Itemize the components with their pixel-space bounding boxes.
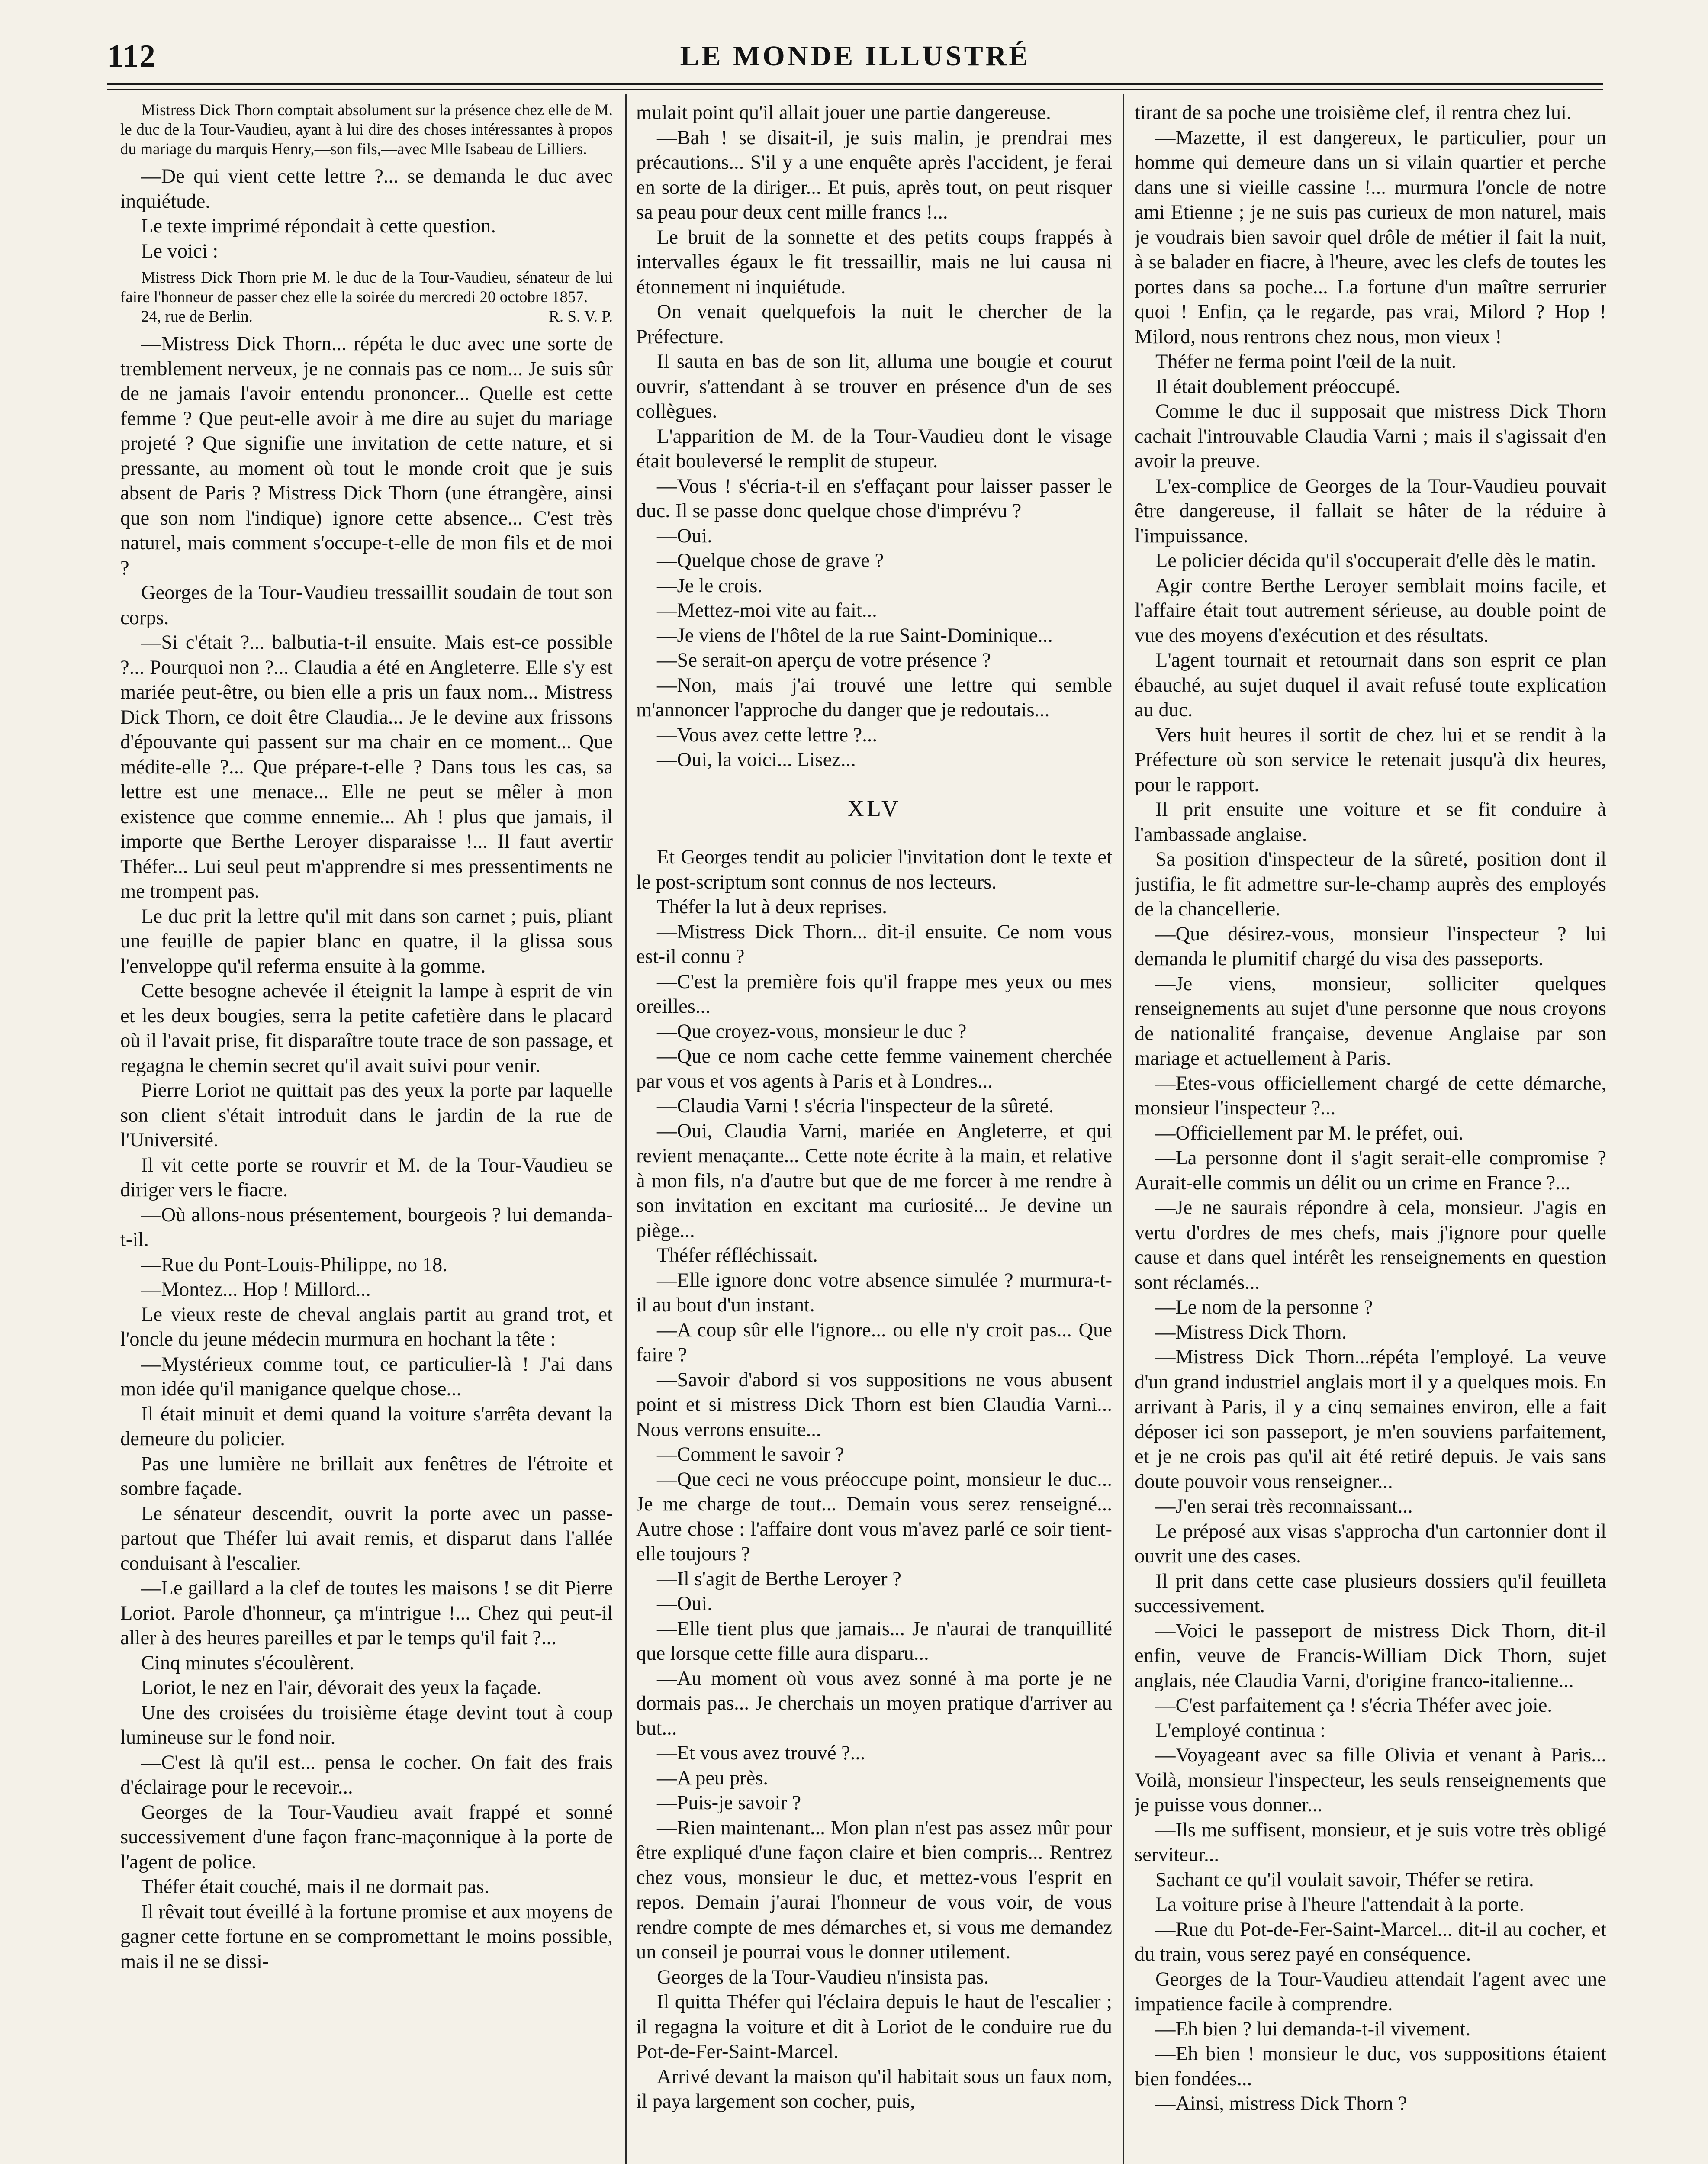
paragraph: Cette besogne achevée il éteignit la lampe à esprit de vin et les deux bougies, serra la petite cafetière dans le placard où il l'avait prise, fit disparaître toute trace de son passage, et regagna le chemin secret qu'il avait suivi pour venir. [120,980,613,1077]
text-column-1 [120,100,613,2164]
paragraph: —C'est parfaitement ça ! s'écria Théfer avec joie. [1155,1694,1553,1716]
paragraph: —Montez... Hop ! Millord... [141,1278,371,1301]
paragraph: —C'est la première fois qu'il frappe mes yeux ou mes oreilles... [636,970,1112,1018]
paragraph: Il quitta Théfer qui l'éclaira depuis le haut de l'escalier ; il regagna la voiture et dit à Loriot de le conduire rue du Pot-de-Fer-Saint-Marcel. [636,1991,1112,2063]
paragraph: Théfer était couché, mais il ne dormait pas. [141,1876,489,1898]
paragraph: La voiture prise à l'heure l'attendait à la porte. [1155,1894,1525,1916]
paragraph: —Mistress Dick Thorn...répéta l'employé. La veuve d'un grand industriel anglais mort il y a quelques mois. En arrivant à Paris, il y a cinq semaines environ, elle a fait déposer ici son passeport, je m'en souviens parfaitement, et je ne crois pas qu'il ait été retiré depuis. Je vais sans doute pouvoir vous renseigner... [1135,1346,1606,1493]
paragraph: Et Georges tendit au policier l'invitation dont le texte et le post-scriptum sont connus de nos lecteurs. [636,846,1112,893]
paragraph: Le vieux reste de cheval anglais partit au grand trot, et l'oncle du jeune médecin murmura en hochant la tête : [120,1303,613,1350]
paragraph: —Oui. [657,1593,712,1615]
paragraph: —Mettez-moi vite au fait... [657,599,877,622]
paragraph: —A coup sûr elle l'ignore... ou elle n'y croit pas... Que faire ? [636,1319,1112,1366]
paragraph: —Voyageant avec sa fille Olivia et venant à Paris... Voilà, monsieur l'inspecteur, les seuls renseignements que je puisse vous donner... [1135,1744,1606,1816]
text-column-3 [1135,100,1606,2164]
paragraph: —Que ce nom cache cette femme vainement cherchée par vous et vos agents à Paris et à Londres... [636,1045,1112,1092]
paragraph: Georges de la Tour-Vaudieu avait frappé et sonné successivement d'une façon franc-maçonnique à la porte de l'agent de police. [120,1801,613,1873]
paragraph: —Rien maintenant... Mon plan n'est pas assez mûr pour être expliqué d'une façon claire et bien compris... Rentrez chez vous, monsieur le duc, et mettez-vous l'esprit en repos. Demain j'aurai l'honneur de vous voir, de vous rendre compte de mes démarches et, si vous me demandez un conseil je pourrai vous le donner utilement. [636,1816,1112,1963]
text-column-2 [636,100,1112,2164]
paragraph: Théfer ne ferma point l'œil de la nuit. [1155,351,1457,373]
paragraph: —Que ceci ne vous préoccupe point, monsieur le duc... Je me charge de tout... Demain vous serez renseigné... Autre chose : l'affaire dont vous m'avez parlé ce soir tient-elle toujours ? [636,1468,1112,1565]
paragraph: —Elle ignore donc votre absence simulée ? murmura-t-il au bout d'un instant. [636,1269,1112,1316]
paragraph: —Savoir d'abord si vos suppositions ne vous abusent point et si mistress Dick Thorn est bien Claudia Varni... Nous verrons ensuite... [636,1369,1112,1441]
paragraph: —J'en serai très reconnaissant... [1155,1495,1413,1517]
paragraph: —Ils me suffisent, monsieur, et je suis votre très obligé serviteur... [1135,1819,1606,1866]
paragraph: Il sauta en bas de son lit, alluma une bougie et courut ouvrir, s'attendant à se trouver en présence d'un de ses collègues. [636,351,1112,422]
paragraph: —Elle tient plus que jamais... Je n'aurai de tranquillité que lorsque cette fille aura disparu... [636,1617,1112,1665]
page-number: 112 [107,39,156,74]
paragraph: L'employé continua : [1155,1719,1326,1742]
paragraph: —Oui, Claudia Varni, mariée en Angleterre, et qui revient menaçante... Cette note écrite à la main, et relative à mon fils, n'a d'autre but que de me forcer à me rendre à son invitation en excitant ma curiosité... Je devine un piège... [636,1120,1112,1242]
paragraph: —Mistress Dick Thorn... répéta le duc avec une sorte de tremblement nerveux, je ne connais pas ce nom... Je suis sûr de ne jamais l'avoir entendu prononcer... Quelle est cette femme ? Que peut-elle avoir à me dire au sujet du mariage projeté ? Que signifie une invitation de cette nature, et si pressante, au moment où tout le monde croit que je suis absent de Paris ? Mistress Dick Thorn (une étrangère, ainsi que son nom l'indique) ignore cette absence... C'est très naturel, mais comment s'occupe-t-elle de mon fils et de moi ? [120,333,613,579]
paragraph: Le policier décida qu'il s'occuperait d'elle dès le matin. [1155,550,1596,572]
paragraph: L'agent tournait et retournait dans son esprit ce plan ébauché, au sujet duquel il avait refusé toute explication au duc. [1135,649,1606,721]
paragraph: Pas une lumière ne brillait aux fenêtres de l'étroite et sombre façade. [120,1452,613,1500]
paragraph: Le préposé aux visas s'approcha d'un cartonnier dont il ouvrit une des cases. [1135,1520,1606,1567]
paragraph: —Mistress Dick Thorn... dit-il ensuite. Ce nom vous est-il connu ? [636,921,1112,968]
letter-rsvp: R. S. V. P. [549,308,613,325]
paragraph: —Se serait-on aperçu de votre présence ? [657,649,991,671]
paragraph: Le voici : [141,240,219,262]
paragraph: Loriot, le nez en l'air, dévorait des yeux la façade. [141,1677,542,1699]
paragraph: mulait point qu'il allait jouer une partie dangereuse. [636,102,1051,124]
paragraph: —De qui vient cette lettre ?... se demanda le duc avec inquiétude. [120,165,613,213]
invitation-footer [120,307,613,326]
paragraph: —Mazette, il est dangereux, le particulier, pour un homme qui demeure dans un si vilain quartier et perche dans une si vieille cassine !... murmura l'oncle de notre ami Etienne ; je ne suis pas curieux de mon naturel, mais je voudrais bien savoir quel drôle de métier il fait la nuit, à se balader en fiacre, à l'heure, avec les clefs de toutes les portes dans sa poche... La fortune d'un maître serrurier quoi ! Enfin, ça le regarde, pas vrai, Milord ? Hop ! Milord, nous rentrons chez nous, mon vieux ! [1135,126,1606,348]
paragraph: tirant de sa poche une troisième clef, il rentra chez lui. [1135,102,1572,124]
header-rule-thin [107,89,1603,90]
paragraph: —Eh bien ! monsieur le duc, vos suppositions étaient bien fondées... [1135,2043,1606,2090]
paragraph: Il était doublement préoccupé. [1155,375,1400,398]
column-divider [1123,94,1124,2164]
paragraph: —Vous ! s'écria-t-il en s'effaçant pour laisser passer le duc. Il se passe donc quelque chose d'imprévu ? [636,475,1112,522]
paragraph: —Le gaillard a la clef de toutes les maisons ! se dit Pierre Loriot. Parole d'honneur, ça m'intrigue !... Chez qui peut-il aller à des heures pareilles et par le temps qu'il fait ?... [120,1577,613,1649]
paragraph: —Rue du Pont-Louis-Philippe, no 18. [141,1253,447,1276]
paragraph: —Où allons-nous présentement, bourgeois ? lui demanda-t-il. [120,1204,613,1251]
paragraph: —Le nom de la personne ? [1155,1296,1373,1318]
paragraph: On venait quelquefois la nuit le chercher de la Préfecture. [636,301,1112,348]
paragraph: —Que croyez-vous, monsieur le duc ? [657,1020,967,1043]
paragraph: L'ex-complice de Georges de la Tour-Vaudieu pouvait être dangereuse, il fallait se hâter de la réduire à l'impuissance. [1135,475,1606,547]
invitation-letter: Mistress Dick Thorn prie M. le duc de la Tour-Vaudieu, sénateur de lui faire l'honneur de passer chez elle la soirée du mercredi 20 octobre 1857. [120,269,613,306]
paragraph: —Au moment où vous avez sonné à ma porte je ne dormais pas... Je cherchais un moyen pratique d'arriver au but... [636,1667,1112,1739]
paragraph: —Claudia Varni ! s'écria l'inspecteur de la sûreté. [657,1095,1054,1117]
paragraph: —Ainsi, mistress Dick Thorn ? [1155,2093,1407,2115]
paragraph: Cinq minutes s'écoulèrent. [141,1652,354,1674]
paragraph: Le bruit de la sonnette et des petits coups frappés à intervalles égaux le fit tressaillir, mais ne lui causa ni étonnement ni inquiétude. [636,226,1112,298]
paragraph: —Mystérieux comme tout, ce particulier-là ! J'ai dans mon idée qu'il manigance quelque chose... [120,1353,613,1400]
paragraph: Il était minuit et demi quand la voiture s'arrêta devant la demeure du policier. [120,1403,613,1450]
paragraph: —Officiellement par M. le préfet, oui. [1155,1122,1464,1144]
paragraph: Sa position d'inspecteur de la sûreté, position dont il justifia, le fit admettre sur-le-champ auprès des employés de la chancellerie. [1135,848,1606,920]
paragraph: —Si c'était ?... balbutia-t-il ensuite. Mais est-ce possible ?... Pourquoi non ?... Claudia a été en Angleterre. Elle s'y est mariée peut-être, ou bien elle a pris un faux nom... Mistress Dick Thorn, ce doit être Claudia... Je le devine aux frissons d'épouvante qui passent sur ma chair en ce moment... Que médite-elle ?... Que prépare-t-elle ? Dans tous les cas, sa lettre est une menace... Elle ne peut se mêler à mon existence que comme ennemie... Ah ! plus que jamais, il importe que Berthe Leroyer disparaisse !... Il faut avertir Théfer... Lui seul peut m'apprendre si mes pressentiments ne me trompent pas. [120,631,613,902]
paragraph: Sachant ce qu'il voulait savoir, Théfer se retira. [1155,1868,1534,1891]
paragraph: —Rue du Pot-de-Fer-Saint-Marcel... dit-il au cocher, et du train, vous serez payé en conséquence. [1135,1918,1606,1965]
paragraph: —Je le crois. [657,574,763,597]
paragraph: —Etes-vous officiellement chargé de cette démarche, monsieur l'inspecteur ?... [1135,1072,1606,1119]
paragraph: Le duc prit la lettre qu'il mit dans son carnet ; puis, pliant une feuille de papier blanc en quatre, il la glissa sous l'enveloppe qu'il referma ensuite à la gomme. [120,905,613,977]
paragraph: —A peu près. [657,1767,768,1789]
paragraph: —Je viens de l'hôtel de la rue Saint-Dominique... [657,624,1053,647]
paragraph: Une des croisées du troisième étage devint tout à coup lumineuse sur le fond noir. [120,1701,613,1749]
header-rule-thick [107,83,1603,85]
paragraph: Le texte imprimé répondait à cette question. [141,215,496,237]
chapter-heading: XLV [847,795,901,821]
paragraph: —Comment le savoir ? [657,1443,844,1465]
paragraph: —Mistress Dick Thorn. [1155,1321,1347,1343]
column-divider [625,94,627,2164]
paragraph: —Que désirez-vous, monsieur l'inspecteur ? lui demanda le plumitif chargé du visa des passeports. [1135,923,1606,970]
paragraph: Le sénateur descendit, ouvrit la porte avec un passe-partout que Théfer lui avait remis, et disparut dans l'allée conduisant à l'escalier. [120,1502,613,1575]
paragraph: Vers huit heures il sortit de chez lui et se rendit à la Préfecture où son service le retenait jusqu'à dix heures, pour le rapport. [1135,724,1606,796]
paragraph: Il vit cette porte se rouvrir et M. de la Tour-Vaudieu se diriger vers le fiacre. [120,1154,613,1201]
paragraph: —Je ne saurais répondre à cela, monsieur. J'agis en vertu d'ordres de mes chefs, mais j'ignore pour quelle cause et dans quel intérêt les renseignements en question sont réclamés... [1135,1197,1606,1294]
paragraph: Arrivé devant la maison qu'il habitait sous un faux nom, il paya largement son cocher, puis, [636,2065,1112,2112]
paragraph: Il prit dans cette case plusieurs dossiers qu'il feuilleta successivement. [1135,1570,1606,1617]
paragraph: —Oui, la voici... Lisez... [657,749,856,771]
paragraph: Georges de la Tour-Vaudieu tressaillit soudain de tout son corps. [120,582,613,629]
paragraph: Agir contre Berthe Leroyer semblait moins facile, et l'affaire était tout autrement sérieuse, au double point de vue des moyens d'exécution et des résultats. [1135,574,1606,647]
paragraph: —Vous avez cette lettre ?... [657,724,878,746]
letter-address: 24, rue de Berlin. [141,308,253,325]
paragraph: —Puis-je savoir ? [657,1792,801,1814]
paragraph: Pierre Loriot ne quittait pas des yeux la porte par laquelle son client s'était introduit dans le jardin de la rue de l'Université. [120,1079,613,1151]
paragraph: Comme le duc il supposait que mistress Dick Thorn cachait l'introuvable Claudia Varni ; mais il s'agissait d'en avoir la preuve. [1135,400,1606,472]
paragraph: —Oui. [657,525,712,547]
intro-paragraph: Mistress Dick Thorn comptait absolument sur la présence chez elle de M. le duc de la Tour-Vaudieu, ayant à lui dire des choses intéressantes à propos du mariage du marquis Henry,—son fils,—avec Mlle Isabeau de Lilliers. [120,101,613,158]
paragraph: —C'est là qu'il est... pensa le cocher. On fait des frais d'éclairage pour le recevoir... [120,1751,613,1798]
paragraph: L'apparition de M. de la Tour-Vaudieu dont le visage était bouleversé le remplit de stupeur. [636,425,1112,472]
paragraph: —Je viens, monsieur, solliciter quelques renseignements au sujet d'une personne que nous croyons de nationalité française, devenue Anglaise par son mariage et actuellement à Paris. [1135,973,1606,1069]
paragraph: —Quelque chose de grave ? [657,550,884,572]
paragraph: —Voici le passeport de mistress Dick Thorn, dit-il enfin, veuve de Francis-William Dick Thorn, sujet anglais, née Claudia Varni, d'origine franco-italienne... [1135,1620,1606,1692]
paragraph: —Eh bien ? lui demanda-t-il vivement. [1155,2018,1471,2040]
paragraph: Théfer la lut à deux reprises. [657,896,887,918]
paragraph: —La personne dont il s'agit serait-elle compromise ? Aurait-elle commis un délit ou un crime en France ?... [1135,1147,1606,1194]
paragraph: Il rêvait tout éveillé à la fortune promise et aux moyens de gagner cette fortune en se compromettant le moins possible, mais il ne se dissi- [120,1900,613,1973]
paragraph: —Bah ! se disait-il, je suis malin, je prendrai mes précautions... S'il y a une enquête après l'accident, je ferai en sorte de la diriger... Et puis, après tout, on peut risquer sa peau pour deux cent mille francs !... [636,126,1112,223]
paragraph: —Non, mais j'ai trouvé une lettre qui semble m'annoncer l'approche du danger que je redoutais... [636,674,1112,721]
paragraph: Théfer réfléchissait. [657,1244,818,1266]
paragraph: —Et vous avez trouvé ?... [657,1742,865,1764]
page-header [107,34,1603,81]
paragraph: Il prit ensuite une voiture et se fit conduire à l'ambassade anglaise. [1135,799,1606,846]
running-title: LE MONDE ILLUSTRÉ [680,40,1031,72]
paragraph: Georges de la Tour-Vaudieu n'insista pas. [657,1966,989,1988]
paragraph: Georges de la Tour-Vaudieu attendait l'agent avec une impatience facile à comprendre. [1135,1968,1606,2015]
paragraph: —Il s'agit de Berthe Leroyer ? [657,1568,901,1590]
